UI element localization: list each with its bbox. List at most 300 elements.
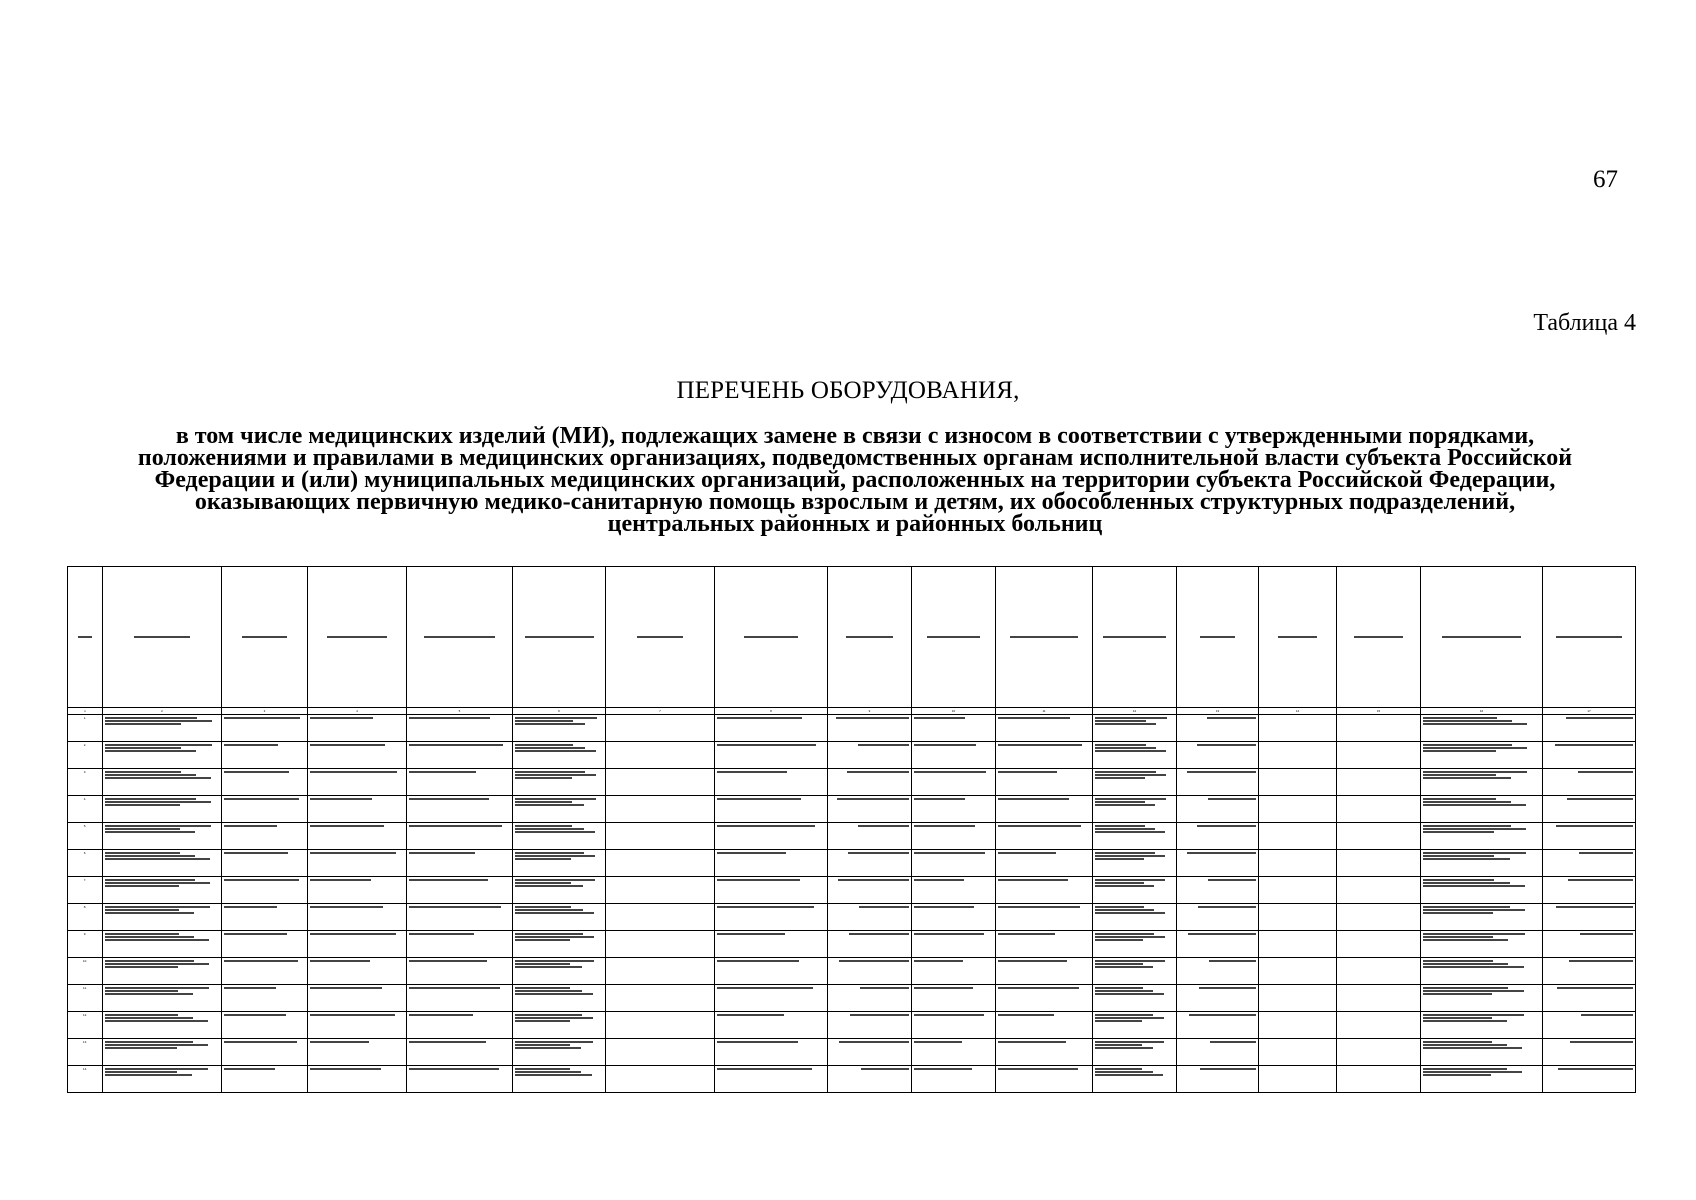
illegible-cell-text: [1095, 1047, 1153, 1049]
table-cell: [996, 715, 1093, 742]
table-cell: [407, 715, 513, 742]
table-cell: [996, 769, 1093, 796]
illegible-cell-text: [105, 828, 180, 830]
illegible-cell-text: [224, 933, 287, 935]
column-number: 1: [68, 708, 103, 715]
table-cell: [222, 985, 308, 1012]
illegible-cell-text: [1095, 798, 1166, 800]
illegible-cell-text: [998, 1068, 1078, 1070]
table-cell: [828, 796, 912, 823]
table-cell: [1259, 904, 1337, 931]
illegible-cell-text: [409, 852, 475, 854]
illegible-cell-text: [1423, 828, 1526, 830]
illegible-cell-text: [1095, 855, 1165, 857]
column-header: [828, 567, 912, 708]
illegible-cell-text: [861, 1068, 909, 1070]
illegible-cell-text: [105, 777, 211, 779]
illegible-header-text: [637, 636, 682, 638]
illegible-cell-text: [1095, 774, 1166, 776]
table-cell: [407, 877, 513, 904]
table-cell: [1177, 958, 1259, 985]
illegible-cell-text: [1423, 744, 1512, 746]
illegible-cell-text: [998, 987, 1079, 989]
illegible-cell-text: [1423, 1020, 1507, 1022]
illegible-cell-text: [1199, 987, 1256, 989]
table-row: [68, 769, 1636, 796]
table-cell: [103, 931, 222, 958]
table-cell: [308, 931, 407, 958]
illegible-header-text: [1103, 636, 1167, 638]
illegible-cell-text: [409, 1068, 499, 1070]
illegible-cell-text: [1423, 717, 1497, 719]
table-row: [68, 1039, 1636, 1066]
illegible-cell-text: [105, 1071, 177, 1073]
illegible-cell-text: [105, 831, 195, 833]
table-cell: [103, 796, 222, 823]
illegible-cell-text: [858, 825, 909, 827]
table-cell: [606, 823, 715, 850]
illegible-cell-text: [1095, 963, 1143, 965]
illegible-cell-text: [409, 798, 489, 800]
table-cell: [1093, 796, 1177, 823]
illegible-cell-text: [1423, 1071, 1522, 1073]
subtitle-line: в том числе медицинских изделий (МИ), подлежащих замене в связи с износом в соответствии с утвержденными порядками,: [175, 423, 1535, 449]
table-cell: [1177, 742, 1259, 769]
table-cell: 8.: [68, 904, 103, 931]
subtitle-line: Федерации и (или) муниципальных медицинских организаций, расположенных на территории субъекта Российской Федерации,: [154, 467, 1556, 493]
table-cell: [222, 742, 308, 769]
illegible-cell-text: [105, 933, 179, 935]
table-cell: [606, 769, 715, 796]
illegible-cell-text: [105, 879, 195, 881]
illegible-cell-text: [717, 771, 787, 773]
illegible-cell-text: [1556, 906, 1633, 908]
illegible-cell-text: [515, 879, 595, 881]
table-label: Таблица 4: [1533, 310, 1636, 336]
table-cell: [606, 931, 715, 958]
column-header: [715, 567, 828, 708]
table-cell: [1093, 985, 1177, 1012]
table-cell: [1337, 1012, 1421, 1039]
column-number: 12: [1093, 708, 1177, 715]
column-header: [996, 567, 1093, 708]
table-cell: [912, 985, 996, 1012]
table-cell: [1421, 1066, 1543, 1093]
illegible-cell-text: [998, 879, 1068, 881]
table-cell: [513, 1066, 606, 1093]
illegible-cell-text: [105, 1068, 208, 1070]
illegible-cell-text: [914, 825, 975, 827]
table-row: [68, 742, 1636, 769]
illegible-cell-text: [409, 744, 503, 746]
table-cell: 2.: [68, 742, 103, 769]
table-cell: [308, 1039, 407, 1066]
illegible-cell-text: [1189, 1014, 1256, 1016]
table-cell: [513, 931, 606, 958]
table-cell: [715, 1012, 828, 1039]
illegible-cell-text: [1423, 993, 1492, 995]
table-cell: [1259, 1039, 1337, 1066]
illegible-cell-text: [998, 960, 1067, 962]
table-cell: [1177, 985, 1259, 1012]
column-header: [68, 567, 103, 708]
table-cell: [308, 958, 407, 985]
illegible-cell-text: [224, 852, 288, 854]
illegible-cell-text: [1423, 882, 1510, 884]
table-cell: [715, 850, 828, 877]
table-cell: [912, 877, 996, 904]
column-number: 7: [606, 708, 715, 715]
table-cell: [1259, 1066, 1337, 1093]
illegible-cell-text: [1210, 1041, 1256, 1043]
illegible-header-text: [424, 636, 495, 638]
illegible-cell-text: [847, 771, 909, 773]
table-cell: [1543, 877, 1636, 904]
illegible-cell-text: [224, 744, 278, 746]
illegible-cell-text: [1581, 1014, 1633, 1016]
illegible-cell-text: [1423, 990, 1524, 992]
illegible-cell-text: [1209, 960, 1256, 962]
table-cell: [222, 1066, 308, 1093]
illegible-cell-text: [1095, 750, 1166, 752]
illegible-cell-text: [224, 771, 289, 773]
column-number: 3: [222, 708, 308, 715]
illegible-cell-text: [105, 963, 209, 965]
illegible-cell-text: [839, 1041, 909, 1043]
table-cell: [996, 1012, 1093, 1039]
illegible-cell-text: [224, 825, 277, 827]
illegible-cell-text: [224, 1041, 297, 1043]
illegible-cell-text: [838, 879, 909, 881]
subtitle-line: положениями и правилами в медицинских организациях, подведомственных органам исполнительной власти субъекта Российской: [137, 445, 1573, 471]
table-cell: [715, 877, 828, 904]
illegible-cell-text: [1423, 831, 1494, 833]
illegible-cell-text: [1558, 1068, 1633, 1070]
table-cell: [308, 742, 407, 769]
illegible-cell-text: [1095, 885, 1154, 887]
table-cell: [606, 958, 715, 985]
illegible-cell-text: [515, 750, 596, 752]
illegible-cell-text: [1095, 1071, 1153, 1073]
table-cell: [513, 823, 606, 850]
illegible-cell-text: [224, 717, 300, 719]
page-number: 67: [1593, 166, 1618, 193]
illegible-cell-text: [310, 960, 370, 962]
table-cell: [606, 742, 715, 769]
table-cell: [407, 742, 513, 769]
table-cell: [1543, 904, 1636, 931]
table-cell: [1543, 850, 1636, 877]
illegible-cell-text: [409, 960, 487, 962]
table-cell: [513, 1039, 606, 1066]
illegible-cell-text: [1423, 879, 1494, 881]
table-cell: [606, 796, 715, 823]
table-cell: [1093, 904, 1177, 931]
column-header: [1177, 567, 1259, 708]
illegible-cell-text: [515, 744, 573, 746]
column-header: [103, 567, 222, 708]
illegible-cell-text: [1423, 852, 1526, 854]
document-title: ПЕРЕЧЕНЬ ОБОРУДОВАНИЯ,: [676, 377, 1020, 404]
illegible-cell-text: [1095, 909, 1154, 911]
illegible-cell-text: [310, 744, 385, 746]
illegible-cell-text: [105, 912, 194, 914]
table-row: [68, 985, 1636, 1012]
table-cell: 4.: [68, 796, 103, 823]
illegible-cell-text: [515, 963, 570, 965]
illegible-cell-text: [1566, 717, 1633, 719]
illegible-cell-text: [837, 798, 909, 800]
table-cell: [407, 904, 513, 931]
table-cell: [1259, 931, 1337, 958]
illegible-cell-text: [1423, 936, 1493, 938]
table-cell: [1337, 877, 1421, 904]
table-cell: [1093, 715, 1177, 742]
table-cell: [1259, 850, 1337, 877]
table-cell: [103, 1066, 222, 1093]
table-row: [68, 796, 1636, 823]
table-cell: [513, 877, 606, 904]
illegible-cell-text: [1423, 933, 1525, 935]
column-header: [912, 567, 996, 708]
column-header: [1259, 567, 1337, 708]
illegible-cell-text: [914, 1014, 984, 1016]
illegible-cell-text: [409, 987, 500, 989]
illegible-cell-text: [1423, 885, 1525, 887]
illegible-cell-text: [105, 750, 196, 752]
table-cell: 11.: [68, 985, 103, 1012]
table-cell: [1093, 850, 1177, 877]
illegible-cell-text: [717, 852, 786, 854]
table-cell: [1093, 769, 1177, 796]
illegible-cell-text: [515, 885, 583, 887]
table-cell: [912, 850, 996, 877]
illegible-cell-text: [105, 717, 197, 719]
table-cell: [1421, 931, 1543, 958]
column-header: [308, 567, 407, 708]
illegible-cell-text: [1095, 777, 1145, 779]
illegible-cell-text: [310, 933, 396, 935]
illegible-cell-text: [1423, 1014, 1524, 1016]
illegible-cell-text: [515, 933, 583, 935]
table-cell: [828, 742, 912, 769]
illegible-cell-text: [515, 966, 582, 968]
illegible-cell-text: [1568, 879, 1633, 881]
table-cell: [1543, 742, 1636, 769]
table-cell: [1337, 1066, 1421, 1093]
table-cell: [715, 769, 828, 796]
illegible-cell-text: [310, 1014, 395, 1016]
table-cell: [1177, 850, 1259, 877]
column-number: 11: [996, 708, 1093, 715]
illegible-cell-text: [1095, 1074, 1163, 1076]
table-row: [68, 904, 1636, 931]
illegible-header-text: [927, 636, 979, 638]
illegible-cell-text: [105, 993, 193, 995]
table-cell: [1337, 904, 1421, 931]
illegible-cell-text: [848, 852, 909, 854]
illegible-cell-text: [1095, 858, 1144, 860]
table-cell: [828, 985, 912, 1012]
illegible-cell-text: [850, 1014, 909, 1016]
table-cell: [103, 769, 222, 796]
illegible-cell-text: [1423, 798, 1496, 800]
table-cell: [103, 985, 222, 1012]
table-cell: [715, 931, 828, 958]
table-cell: [912, 823, 996, 850]
table-cell: [1177, 796, 1259, 823]
table-cell: [513, 1012, 606, 1039]
column-header: [1421, 567, 1543, 708]
table-cell: [1259, 877, 1337, 904]
illegible-cell-text: [914, 1041, 962, 1043]
illegible-cell-text: [310, 798, 372, 800]
table-cell: [1543, 823, 1636, 850]
illegible-cell-text: [515, 912, 594, 914]
table-cell: [1259, 796, 1337, 823]
illegible-cell-text: [1095, 1020, 1142, 1022]
table-cell: [1421, 769, 1543, 796]
table-cell: [407, 769, 513, 796]
table-cell: [103, 904, 222, 931]
illegible-cell-text: [1095, 717, 1167, 719]
table-cell: [1337, 715, 1421, 742]
table-cell: [1177, 904, 1259, 931]
table-cell: [1259, 742, 1337, 769]
illegible-cell-text: [105, 960, 194, 962]
illegible-cell-text: [1095, 912, 1165, 914]
table-cell: [1093, 877, 1177, 904]
illegible-cell-text: [1423, 1044, 1507, 1046]
table-cell: [912, 1012, 996, 1039]
illegible-cell-text: [1095, 879, 1165, 881]
illegible-cell-text: [1095, 720, 1146, 722]
table-cell: [1543, 1066, 1636, 1093]
table-cell: [996, 742, 1093, 769]
table-cell: [222, 823, 308, 850]
table-cell: [1177, 823, 1259, 850]
table-cell: 6.: [68, 850, 103, 877]
illegible-cell-text: [1423, 771, 1527, 773]
table-cell: 1.: [68, 715, 103, 742]
table-cell: [1259, 769, 1337, 796]
illegible-cell-text: [1207, 717, 1256, 719]
column-number: 6: [513, 708, 606, 715]
table-cell: [308, 823, 407, 850]
illegible-cell-text: [1423, 855, 1494, 857]
table-cell: [1337, 796, 1421, 823]
column-number-row: [68, 708, 1636, 715]
illegible-cell-text: [310, 1041, 369, 1043]
table-cell: [513, 904, 606, 931]
table-cell: [912, 742, 996, 769]
illegible-cell-text: [1197, 825, 1256, 827]
illegible-cell-text: [1095, 801, 1145, 803]
table-cell: [1421, 715, 1543, 742]
column-number: 9: [828, 708, 912, 715]
table-cell: 12.: [68, 1012, 103, 1039]
illegible-cell-text: [717, 1068, 812, 1070]
illegible-cell-text: [1423, 966, 1524, 968]
illegible-cell-text: [849, 933, 909, 935]
illegible-cell-text: [105, 771, 181, 773]
illegible-cell-text: [105, 939, 209, 941]
table-cell: [1543, 796, 1636, 823]
illegible-cell-text: [1095, 744, 1146, 746]
table-cell: [996, 1066, 1093, 1093]
illegible-cell-text: [1095, 1014, 1153, 1016]
table-row: [68, 715, 1636, 742]
column-number: 17: [1543, 708, 1636, 715]
table-cell: [308, 985, 407, 1012]
table-cell: [996, 931, 1093, 958]
subtitle-line: центральных районных и районных больниц: [607, 511, 1103, 537]
illegible-cell-text: [409, 933, 474, 935]
illegible-cell-text: [310, 879, 371, 881]
illegible-cell-text: [914, 987, 973, 989]
illegible-cell-text: [105, 858, 210, 860]
column-number: 14: [1259, 708, 1337, 715]
illegible-cell-text: [858, 744, 909, 746]
table-cell: [606, 850, 715, 877]
subtitle-line: оказывающих первичную медико-санитарную помощь взрослым и детям, их обособленных структурных подразделений,: [194, 489, 1516, 515]
column-number: 8: [715, 708, 828, 715]
illegible-header-text: [744, 636, 799, 638]
illegible-cell-text: [1095, 747, 1156, 749]
equipment-table: [67, 566, 1636, 1093]
illegible-cell-text: [515, 1014, 582, 1016]
illegible-cell-text: [105, 825, 211, 827]
table-cell: [1177, 1012, 1259, 1039]
table-cell: [1337, 1039, 1421, 1066]
table-cell: [308, 796, 407, 823]
illegible-cell-text: [1423, 825, 1511, 827]
illegible-cell-text: [717, 933, 785, 935]
illegible-cell-text: [310, 771, 397, 773]
illegible-cell-text: [1557, 987, 1633, 989]
illegible-cell-text: [1423, 909, 1525, 911]
table-row: [68, 850, 1636, 877]
table-cell: [1421, 985, 1543, 1012]
illegible-cell-text: [1423, 747, 1527, 749]
illegible-cell-text: [1555, 744, 1633, 746]
table-cell: [715, 1066, 828, 1093]
illegible-cell-text: [717, 1041, 798, 1043]
table-cell: [222, 850, 308, 877]
header-row: [68, 567, 1636, 708]
illegible-cell-text: [717, 717, 802, 719]
illegible-cell-text: [515, 774, 596, 776]
illegible-cell-text: [409, 825, 502, 827]
table-cell: [1093, 742, 1177, 769]
illegible-cell-text: [914, 744, 976, 746]
table-cell: [1337, 823, 1421, 850]
illegible-cell-text: [1095, 882, 1144, 884]
table-cell: [1093, 823, 1177, 850]
table-cell: [606, 1066, 715, 1093]
table-cell: [407, 850, 513, 877]
illegible-cell-text: [224, 1068, 275, 1070]
illegible-cell-text: [1578, 771, 1633, 773]
table-cell: [1337, 985, 1421, 1012]
illegible-cell-text: [105, 855, 195, 857]
illegible-cell-text: [105, 723, 181, 725]
illegible-cell-text: [515, 855, 595, 857]
table-cell: [1421, 958, 1543, 985]
illegible-cell-text: [515, 831, 595, 833]
illegible-cell-text: [998, 1041, 1066, 1043]
table-cell: [606, 715, 715, 742]
